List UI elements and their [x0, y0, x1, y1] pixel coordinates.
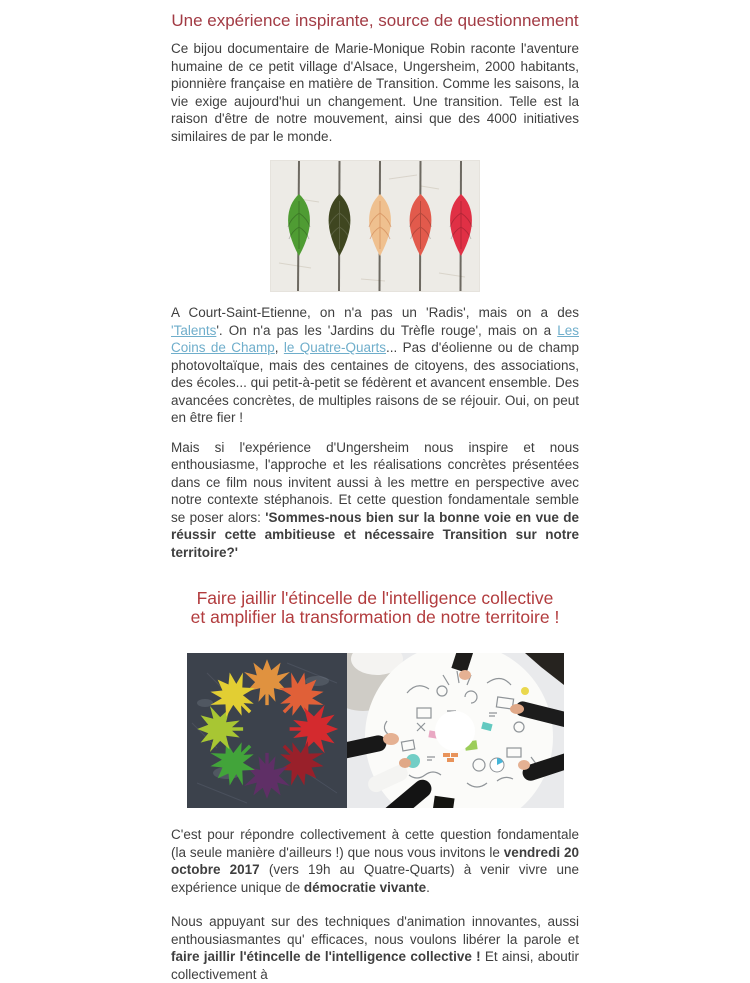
question-paragraph	[171, 439, 579, 562]
body-text: Et ainsi, aboutir collectivement à	[171, 949, 579, 982]
bold-text: 'Sommes-nous bien sur la bonne voie en vue de réussir cette ambitieuse et nécessaire Transition sur notre territoire?'	[171, 509, 579, 560]
section-heading-line-1: Faire jaillir l'étincelle de l'intelligence collective	[196, 588, 554, 608]
invitation-paragraph	[171, 826, 579, 896]
body-text: .	[426, 879, 430, 895]
leaves-row-image	[271, 161, 479, 291]
body-text: Ce bijou documentaire de Marie-Monique Robin raconte l'aventure humaine de ce petit village d'Alsace, Ungersheim, 2000 habitants, pionnière française en matière de Transition. Comme les saisons, la vie exige aujourd'hui un changement. Une transition. Telle est la raison d'être de notre mouvement, ainsi que des 4000 initiatives similaires de par le monde.	[171, 41, 579, 144]
content-column-bottom	[171, 826, 579, 983]
body-text: A Court-Saint-Etienne, on n'a pas un 'Radis', mais on a des	[171, 305, 579, 320]
section-heading-line-2: et amplifier la transformation de notre territoire !	[190, 607, 560, 627]
page-title: Une expérience inspirante, source de questionnement	[171, 11, 579, 30]
closing-paragraph	[171, 913, 579, 983]
images-row	[0, 653, 750, 808]
body-text: ... Pas d'éolienne ou de champ photovoltaïque, mais des centaines de citoyens, des associations, des écoles... qui petit-à-petit se fédèrent et avancent ensemble. Des avancées concrètes, de multiples raisons de se réjouir. Oui, on peut en être fier !	[171, 340, 579, 425]
local-initiatives-paragraph	[171, 304, 579, 427]
doodle-table-image	[347, 653, 564, 808]
talents-link[interactable]: 'Talents	[171, 322, 217, 338]
les-coins-de-champ-link[interactable]: Les Coins de Champ	[171, 322, 579, 355]
newsletter-page	[0, 11, 750, 982]
leaves-row-figure	[270, 160, 480, 292]
body-text: (vers 19h au Quatre-Quarts) à venir vivre une expérience unique de	[171, 862, 579, 895]
maple-wheel-image	[187, 653, 347, 808]
intro-paragraph	[171, 40, 579, 145]
section-heading	[0, 589, 750, 627]
quatre-quarts-link[interactable]: le Quatre-Quarts	[283, 340, 387, 355]
content-column	[171, 11, 579, 561]
body-text: Nous appuyant sur des techniques d'animation innovantes, aussi enthousiasmantes qu' efficaces, nous voulons libérer la parole et	[171, 914, 579, 947]
body-text: ,	[274, 340, 284, 355]
body-text: '. On n'a pas les 'Jardins du Trèfle rouge', mais on a	[216, 322, 558, 338]
table-center-blank	[435, 711, 475, 751]
bold-text: faire jaillir l'étincelle de l'intelligence collective !	[171, 949, 481, 964]
bold-text: démocratie vivante	[303, 879, 427, 895]
body-text: C'est pour répondre collectivement à cette question fondamentale (la seule manière d'ailleurs !) que nous vous invitons le	[171, 827, 579, 860]
body-text: Mais si l'expérience d'Ungersheim nous inspire et nous enthousiasme, l'approche et les réalisations concrètes présentées dans ce film nous invitent aussi à les mettre en perspective avec notre contexte stéphanois. Et cette question fondamentale semble se poser alors:	[171, 439, 579, 525]
bold-text: vendredi 20 octobre 2017	[171, 844, 579, 877]
